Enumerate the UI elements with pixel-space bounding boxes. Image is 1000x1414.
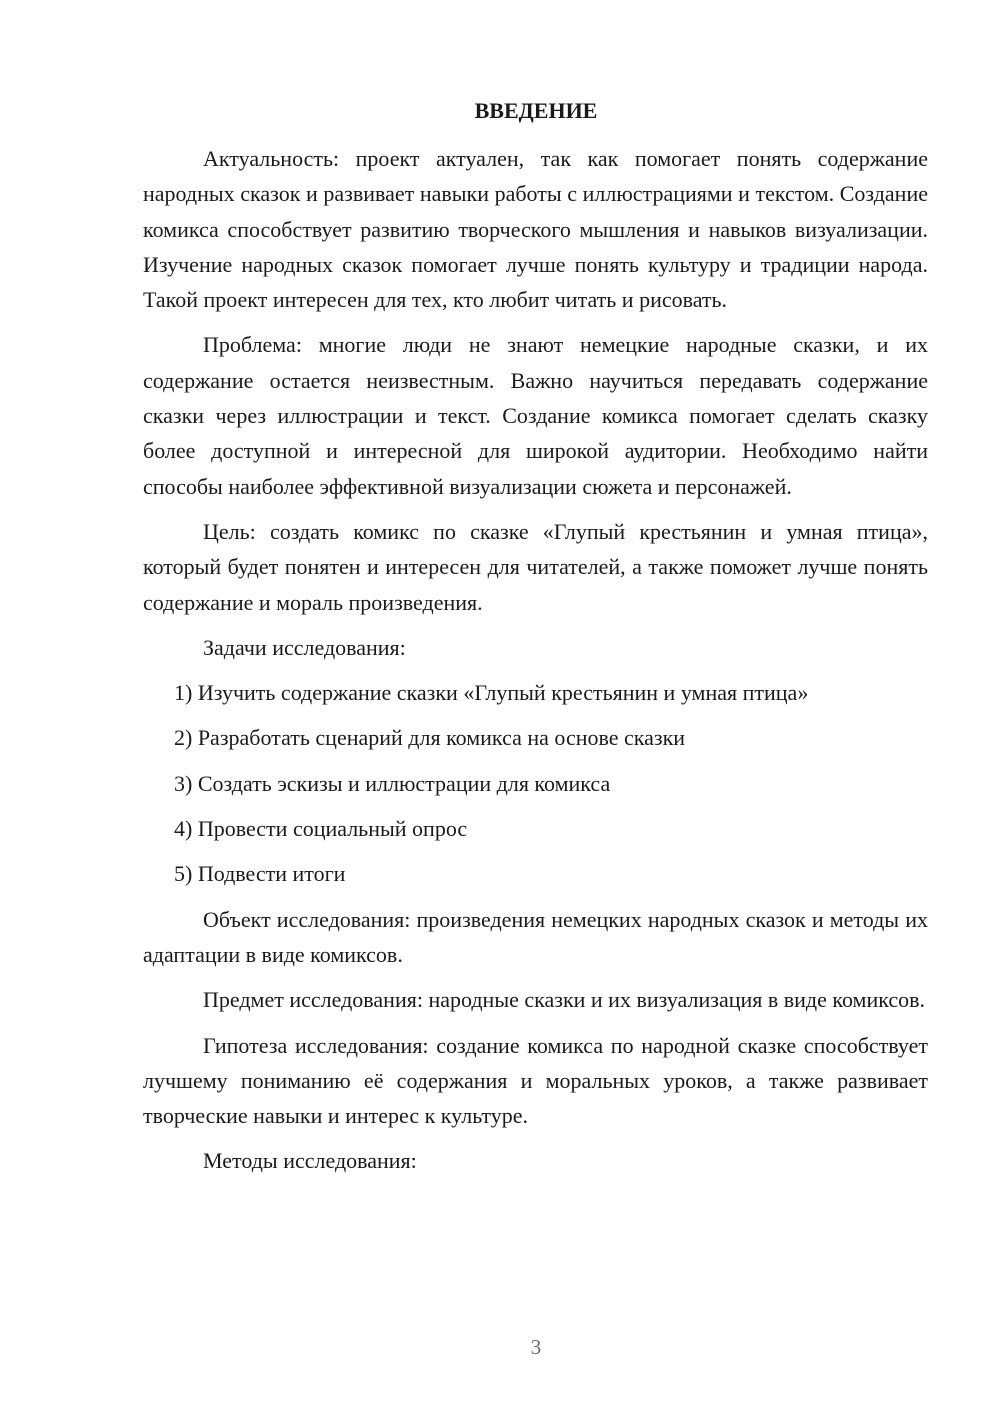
task-item: 1) Изучить содержание сказки «Глупый крестьянин и умная птица» [174,680,809,706]
section-heading: ВВЕДЕНИЕ [474,98,598,123]
task-item: 2) Разработать сценарий для комикса на основе сказки [174,725,686,751]
document-body [143,141,928,1189]
paragraph-goal: Цель: создать комикс по сказке «Глупый крестьянин и умная птица», который будет понятен и интересен для читателей, а также поможет лучше понять содержание и мораль произведения. [143,518,928,615]
paragraph-hypothesis: Гипотеза исследования: создание комикса по народной сказке способствует лучшему пониманию её содержания и моральных уроков, а также развивает творческие навыки и интерес к культуре. [143,1032,928,1129]
page-number: 3 [530,1335,542,1359]
task-item: 4) Провести социальный опрос [174,816,468,842]
paragraph-problem: Проблема: многие люди не знают немецкие народные сказки, и их содержание остается неизвестным. Важно научиться передавать содержание сказки через иллюстрации и текст. Создание комикса помогает сделать сказку более доступной и интересной для широкой аудитории. Необходимо найти способы наиболее эффективной визуализации сюжета и персонажей. [143,332,928,499]
methods-heading: Методы исследования: [203,1148,417,1174]
tasks-heading: Задачи исследования: [203,634,406,660]
paragraph-relevance: Актуальность: проект актуален, так как помогает понять содержание народных сказок и развивает навыки работы с иллюстрациями и текстом. Создание комикса способствует развитию творческого мышления и навыков визуализации. Изучение народных сказок помогает лучше понять культуру и традиции народа. Такой проект интересен для тех, кто любит читать и рисовать. [143,146,928,313]
paragraph-subject: Предмет исследования: народные сказки и их визуализация в виде комиксов. [203,987,926,1013]
paragraph-object: Объект исследования: произведения немецких народных сказок и методы их адаптации в виде комиксов. [143,906,928,967]
task-item: 3) Создать эскизы и иллюстрации для комикса [174,770,611,796]
task-list [143,675,928,891]
task-item: 5) Подвести итоги [174,861,346,887]
